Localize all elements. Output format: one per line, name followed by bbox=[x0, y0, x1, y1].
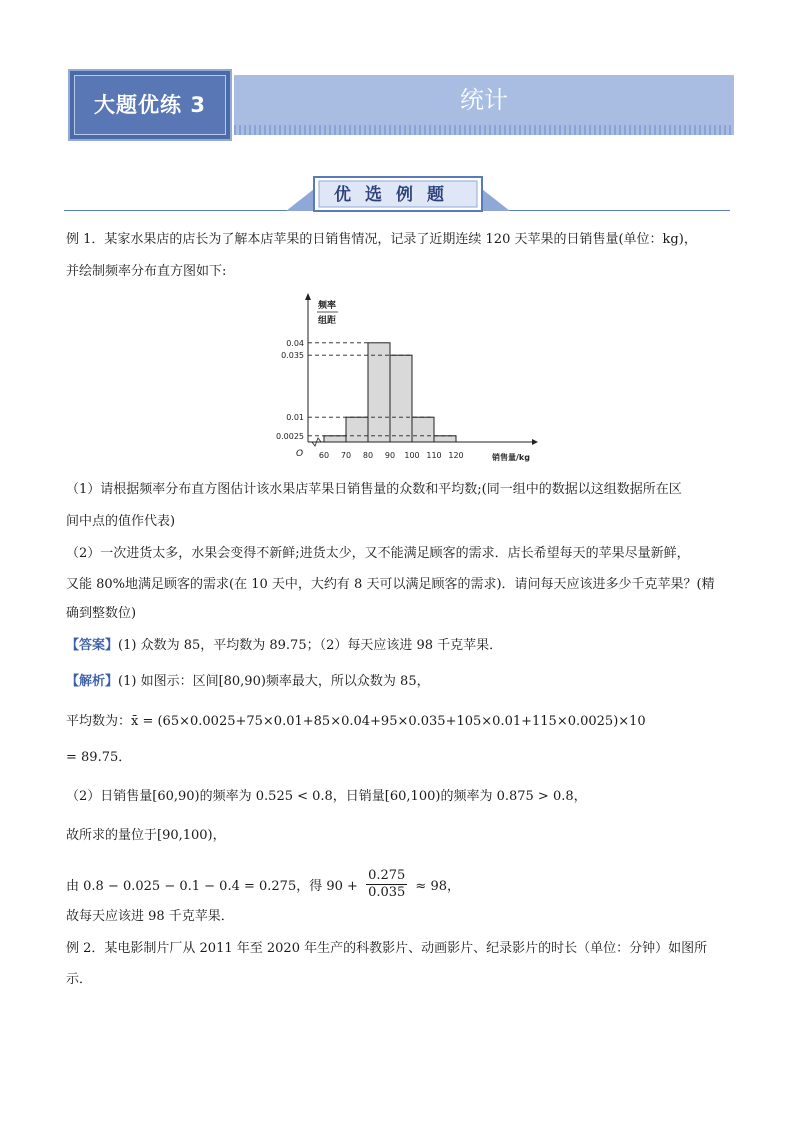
histogram-bar bbox=[434, 436, 456, 442]
analysis-line7: 故每天应该进 98 千克苹果． bbox=[66, 909, 234, 924]
histogram-bar bbox=[346, 417, 368, 442]
x-axis-arrow bbox=[532, 439, 538, 445]
origin-label: O bbox=[296, 449, 304, 459]
page-title: 统计 bbox=[460, 86, 508, 114]
y-tick-label: 0.04 bbox=[286, 338, 304, 348]
header-banner bbox=[68, 69, 734, 141]
analysis-line5: 故所求的量位于[90,100)， bbox=[66, 828, 226, 843]
example2-line1: 例 2．某电影制片厂从 2011 年至 2020 年生产的科教影片、动画影片、纪录影片的时长（单位：分钟）如图所 bbox=[66, 941, 708, 956]
fraction-numerator: 0.275 bbox=[368, 868, 406, 883]
x-tick-label: 90 bbox=[384, 451, 396, 460]
analysis-line1 bbox=[66, 672, 430, 692]
fraction bbox=[366, 868, 407, 901]
analysis-line6-a: 由 0.8 − 0.025 − 0.1 − 0.4 = 0.275，得 90 + bbox=[66, 879, 358, 894]
x-tick-label: 120 bbox=[448, 451, 464, 460]
banner-stripe bbox=[234, 125, 734, 135]
question1-line2: 间中点的值作代表) bbox=[66, 514, 176, 529]
section-tag: 优选例题 bbox=[334, 185, 458, 205]
analysis-line3: = 89.75． bbox=[66, 750, 132, 765]
histogram-bar bbox=[390, 355, 412, 442]
y-label-top: 频率 bbox=[318, 301, 337, 311]
histogram-chart bbox=[270, 290, 540, 470]
answer-line bbox=[66, 636, 502, 656]
answer-tag: 【答案】 bbox=[66, 638, 119, 653]
x-tick-label: 70 bbox=[340, 451, 352, 460]
y-axis-arrow bbox=[305, 293, 311, 300]
example2-line2: 示． bbox=[66, 972, 93, 987]
histogram-bar bbox=[324, 436, 346, 442]
y-label-bottom: 组距 bbox=[318, 316, 337, 326]
y-tick-label: 0.035 bbox=[281, 351, 304, 361]
analysis-line4: （2）日销售量[60,90)的频率为 0.525 < 0.8，日销量[60,100)的频率为 0.875 > 0.8， bbox=[66, 789, 587, 804]
question2-line2: 又能 80%地满足顾客的需求(在 10 天中，大约有 8 天可以满足顾客的需求)．请问每天应该进多少千克苹果？(精 bbox=[66, 577, 715, 592]
x-axis-label: 销售量/kg bbox=[492, 453, 530, 462]
banner-label: 大题优练 3 bbox=[94, 93, 206, 117]
question1-line1: （1）请根据频率分布直方图估计该水果店苹果日销售量的众数和平均数;(同一组中的数据以这组数据所在区 bbox=[66, 482, 682, 497]
x-tick-label: 110 bbox=[426, 451, 442, 460]
analysis-tag: 【解析】 bbox=[66, 674, 119, 689]
x-tick-label: 100 bbox=[404, 451, 420, 460]
x-tick-label: 80 bbox=[362, 451, 374, 460]
example1-line2: 并绘制频率分布直方图如下: bbox=[66, 264, 227, 279]
answer-text: (1) 众数为 85，平均数为 89.75；（2）每天应该进 98 千克苹果． bbox=[118, 638, 503, 653]
example1-line1: 例 1．某家水果店的店长为了解本店苹果的日销售情况，记录了近期连续 120 天苹果的日销售量(单位：kg)， bbox=[66, 232, 697, 247]
fraction-denominator: 0.035 bbox=[368, 885, 406, 900]
question2-line1: （2）一次进货太多，水果会变得不新鲜;进货太少，又不能满足顾客的需求．店长希望每天的苹果尽量新鲜， bbox=[66, 546, 690, 561]
analysis-text1: (1) 如图示：区间[80,90)频率最大，所以众数为 85， bbox=[118, 674, 430, 689]
y-tick-label: 0.01 bbox=[286, 413, 304, 423]
histogram-bar bbox=[368, 343, 390, 442]
analysis-line2: 平均数为：x̄ = (65×0.0025+75×0.01+85×0.04+95×0.035+105×0.01+115×0.0025)×10 bbox=[66, 714, 646, 729]
analysis-line6-b: ≈ 98， bbox=[415, 879, 460, 894]
histogram-bar bbox=[412, 417, 434, 442]
x-tick-label: 60 bbox=[318, 451, 330, 460]
y-tick-label: 0.0025 bbox=[276, 431, 304, 441]
question2-line3: 确到整数位) bbox=[66, 606, 137, 621]
analysis-line6 bbox=[66, 870, 460, 903]
